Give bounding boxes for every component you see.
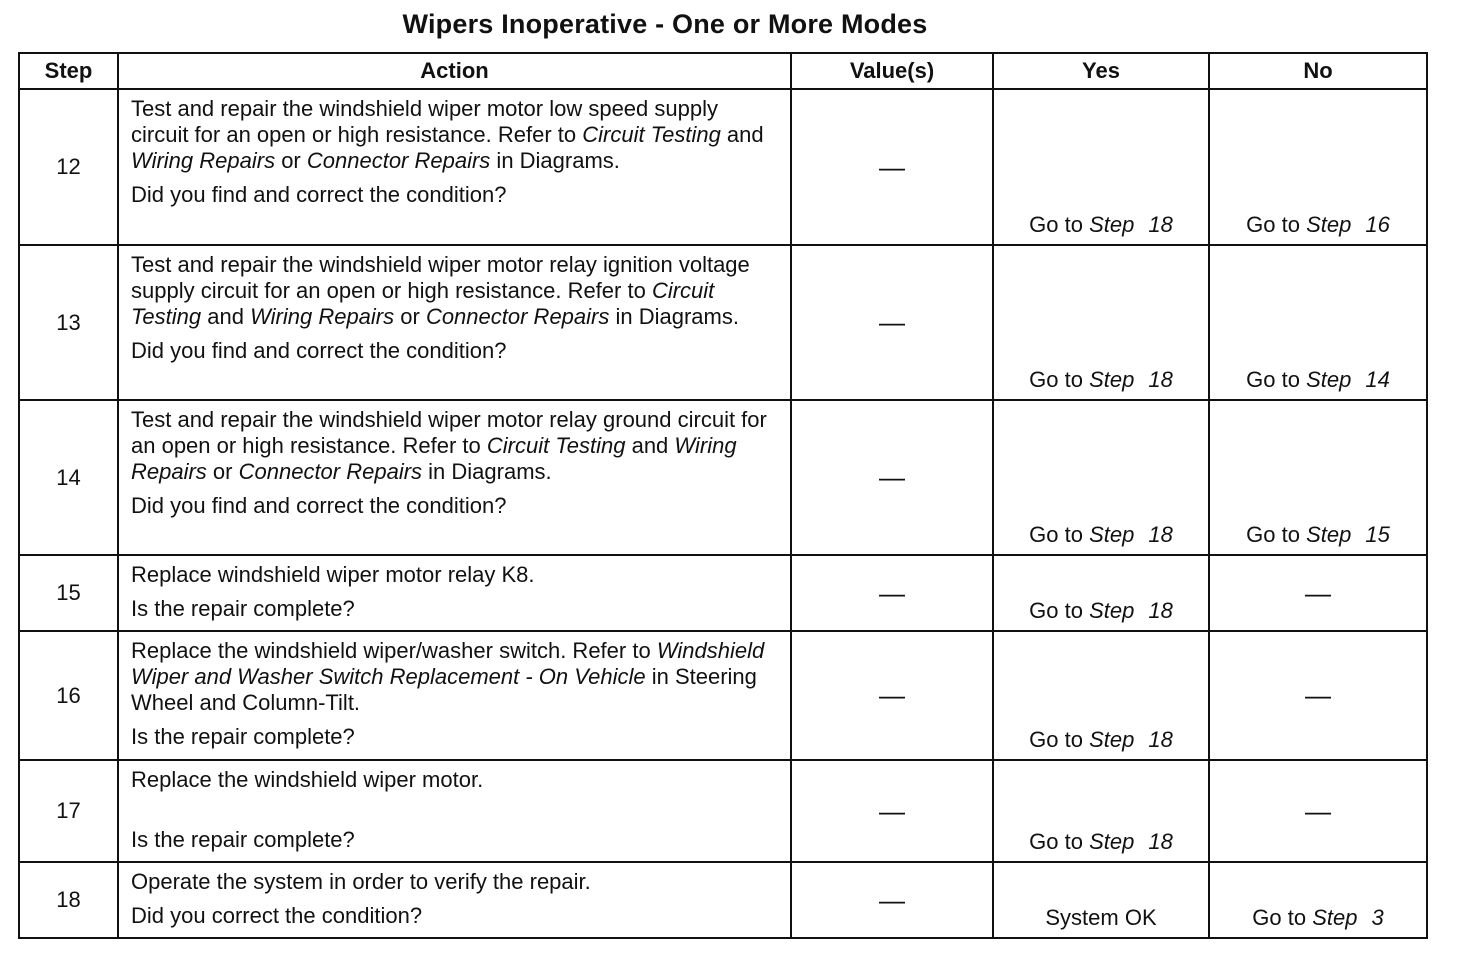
action-reference: Circuit Testing bbox=[131, 278, 715, 329]
action-segment: Replace the windshield wiper motor. bbox=[131, 767, 484, 792]
action-segment: Replace windshield wiper motor relay K8. bbox=[131, 562, 535, 587]
goto-prefix: Go to bbox=[1029, 598, 1090, 623]
action-text bbox=[131, 562, 780, 588]
goto-step-word: Step bbox=[1089, 522, 1135, 547]
yes-cell-text: System OK bbox=[1045, 905, 1157, 930]
value-cell: — bbox=[791, 245, 993, 400]
goto-step-word: Step bbox=[1089, 598, 1135, 623]
no-cell bbox=[1209, 555, 1427, 631]
action-question: Is the repair complete? bbox=[131, 724, 355, 749]
no-cell-text: — bbox=[1305, 795, 1331, 826]
table-row bbox=[19, 555, 1427, 631]
action-segment: Operate the system in order to verify the repair. bbox=[131, 869, 591, 894]
goto-step-number: 18 bbox=[1148, 522, 1173, 547]
goto-step-number: 18 bbox=[1148, 829, 1173, 854]
yes-cell bbox=[993, 89, 1209, 245]
yes-cell bbox=[993, 862, 1209, 938]
page-title: Wipers Inoperative - One or More Modes bbox=[402, 9, 928, 39]
action-segment: Test and repair the windshield wiper motor low speed supply circuit for an open or high resistance. Refer to bbox=[131, 96, 718, 147]
action-header: Action bbox=[118, 53, 791, 89]
value-cell: — bbox=[791, 555, 993, 631]
action-segment: Test and repair the windshield wiper motor relay ignition voltage supply circuit for an open or high resistance. Refer to bbox=[131, 252, 750, 303]
no-cell bbox=[1209, 760, 1427, 862]
goto-prefix: Go to bbox=[1029, 367, 1090, 392]
action-question: Is the repair complete? bbox=[131, 596, 355, 621]
no-header: No bbox=[1209, 53, 1427, 89]
no-cell-text: — bbox=[1305, 577, 1331, 608]
yes-cell bbox=[993, 631, 1209, 760]
goto-step-word: Step bbox=[1306, 522, 1352, 547]
action-reference: Circuit Testing bbox=[486, 433, 626, 458]
no-cell bbox=[1209, 245, 1427, 400]
action-segment: and bbox=[720, 122, 764, 147]
diagnostic-table bbox=[18, 52, 1428, 939]
no-cell bbox=[1209, 631, 1427, 760]
action-reference: Wiring Repairs bbox=[250, 304, 395, 329]
goto-step-number: 18 bbox=[1148, 727, 1173, 752]
table-row bbox=[19, 760, 1427, 862]
action-question: Did you find and correct the condition? bbox=[131, 182, 507, 207]
action-question: Did you find and correct the condition? bbox=[131, 338, 507, 363]
value-cell: — bbox=[791, 631, 993, 760]
goto-step-word: Step bbox=[1089, 367, 1135, 392]
no-cell-text: — bbox=[1305, 680, 1331, 710]
no-cell bbox=[1209, 89, 1427, 245]
goto-prefix: Go to bbox=[1252, 905, 1313, 930]
goto-step-number: 18 bbox=[1148, 212, 1173, 237]
goto-prefix: Go to bbox=[1246, 522, 1307, 547]
table-row bbox=[19, 400, 1427, 555]
action-reference: Circuit Testing bbox=[582, 122, 721, 147]
action-cell bbox=[118, 89, 791, 245]
value-cell: — bbox=[791, 862, 993, 938]
action-segment: in Steering Wheel and Column-Tilt. bbox=[131, 664, 757, 715]
yes-cell bbox=[993, 400, 1209, 555]
action-cell bbox=[118, 631, 791, 760]
step-cell: 15 bbox=[19, 555, 118, 631]
yes-cell bbox=[993, 555, 1209, 631]
action-cell bbox=[118, 555, 791, 631]
value-cell: — bbox=[791, 400, 993, 555]
goto-prefix: Go to bbox=[1246, 367, 1307, 392]
value-cell: — bbox=[791, 89, 993, 245]
action-cell bbox=[118, 400, 791, 555]
goto-step-word: Step bbox=[1312, 905, 1358, 930]
action-text bbox=[131, 252, 780, 330]
goto-step-number: 16 bbox=[1365, 212, 1390, 237]
table-row bbox=[19, 245, 1427, 400]
goto-step-word: Step bbox=[1089, 829, 1135, 854]
action-question: Is the repair complete? bbox=[131, 827, 355, 852]
step-cell: 12 bbox=[19, 89, 118, 245]
table-row bbox=[19, 862, 1427, 938]
goto-step-word: Step bbox=[1306, 212, 1352, 237]
action-segment: and bbox=[201, 304, 251, 329]
action-segment: or bbox=[275, 148, 307, 173]
action-text bbox=[131, 767, 780, 793]
step-cell: 18 bbox=[19, 862, 118, 938]
yes-cell bbox=[993, 245, 1209, 400]
goto-prefix: Go to bbox=[1029, 829, 1090, 854]
table-body bbox=[19, 89, 1427, 938]
goto-step-number: 14 bbox=[1365, 367, 1390, 392]
step-cell: 16 bbox=[19, 631, 118, 760]
action-segment: or bbox=[394, 304, 426, 329]
step-cell: 17 bbox=[19, 760, 118, 862]
action-segment: and bbox=[625, 433, 675, 458]
goto-step-number: 18 bbox=[1148, 367, 1173, 392]
step-header: Step bbox=[19, 53, 118, 89]
goto-step-word: Step bbox=[1089, 212, 1135, 237]
action-cell bbox=[118, 245, 791, 400]
goto-step-word: Step bbox=[1089, 727, 1135, 752]
goto-step-number: 15 bbox=[1365, 522, 1390, 547]
action-cell bbox=[118, 862, 791, 938]
goto-step-number: 3 bbox=[1371, 905, 1384, 930]
action-cell bbox=[118, 760, 791, 862]
table-row bbox=[19, 631, 1427, 760]
yes-header: Yes bbox=[993, 53, 1209, 89]
no-cell bbox=[1209, 400, 1427, 555]
goto-step-number: 18 bbox=[1148, 598, 1173, 623]
action-question: Did you find and correct the condition? bbox=[131, 493, 507, 518]
action-reference: Wiring Repairs bbox=[131, 433, 737, 484]
values-header: Value(s) bbox=[791, 53, 993, 89]
table-row bbox=[19, 89, 1427, 245]
action-text bbox=[131, 638, 780, 716]
action-text bbox=[131, 96, 780, 174]
goto-prefix: Go to bbox=[1246, 212, 1307, 237]
step-cell: 14 bbox=[19, 400, 118, 555]
action-reference: Connector Repairs bbox=[238, 459, 423, 484]
action-segment: in Diagrams. bbox=[422, 459, 552, 484]
action-segment: in Diagrams. bbox=[609, 304, 739, 329]
step-cell: 13 bbox=[19, 245, 118, 400]
goto-prefix: Go to bbox=[1029, 522, 1090, 547]
action-reference: Wiring Repairs bbox=[131, 148, 276, 173]
action-reference: Connector Repairs bbox=[425, 304, 610, 329]
goto-step-word: Step bbox=[1306, 367, 1352, 392]
action-reference: Windshield Wiper and Washer Switch Replacement - On Vehicle bbox=[131, 638, 765, 689]
action-reference: Connector Repairs bbox=[306, 148, 491, 173]
action-text bbox=[131, 869, 780, 895]
yes-cell bbox=[993, 760, 1209, 862]
action-segment: Replace the windshield wiper/washer switch. Refer to bbox=[131, 638, 657, 663]
goto-prefix: Go to bbox=[1029, 212, 1090, 237]
action-segment: or bbox=[206, 459, 239, 484]
no-cell bbox=[1209, 862, 1427, 938]
goto-prefix: Go to bbox=[1029, 727, 1090, 752]
header-row bbox=[19, 53, 1427, 89]
action-text bbox=[131, 407, 780, 485]
action-segment: in Diagrams. bbox=[490, 148, 620, 173]
action-question: Did you correct the condition? bbox=[131, 903, 423, 928]
action-segment: Test and repair the windshield wiper motor relay ground circuit for an open or high resistance. Refer to bbox=[131, 407, 767, 458]
value-cell: — bbox=[791, 760, 993, 862]
